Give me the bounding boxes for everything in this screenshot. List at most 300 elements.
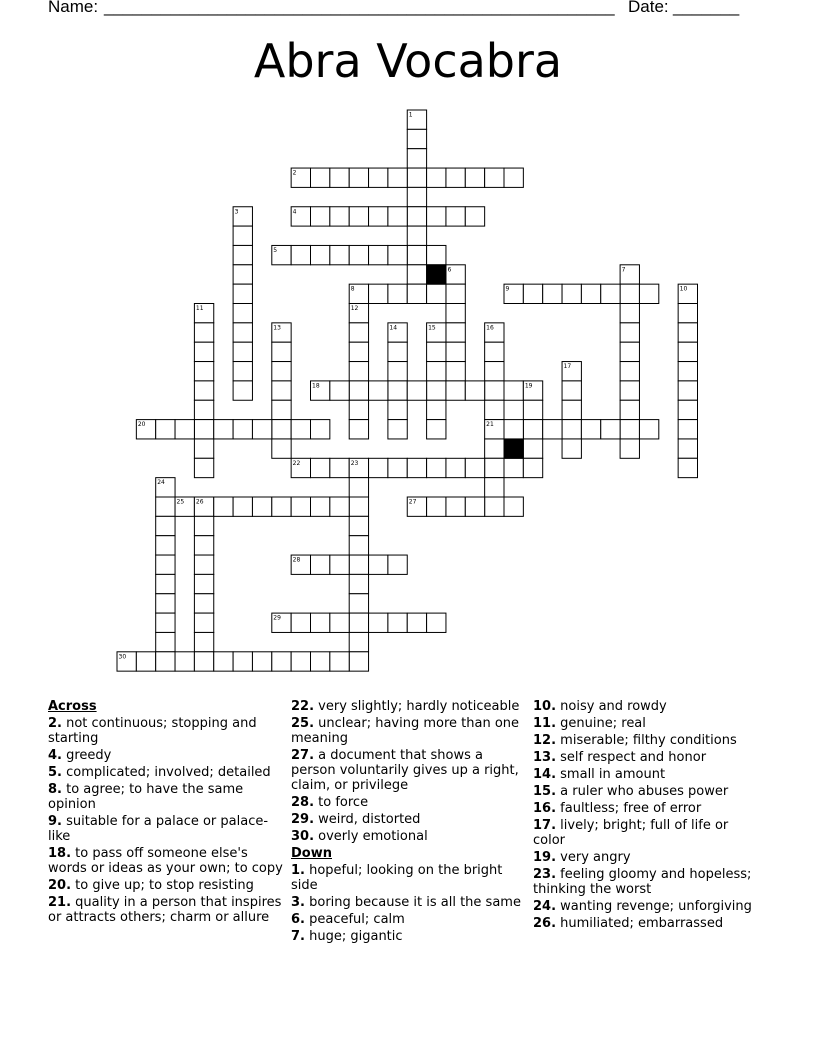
grid-cell[interactable] bbox=[388, 420, 407, 439]
grid-cell[interactable] bbox=[678, 304, 697, 323]
name-field[interactable]: ______________________________________________________ bbox=[104, 0, 615, 16]
down-heading: Down bbox=[291, 846, 332, 861]
grid-cell[interactable] bbox=[233, 362, 252, 381]
clue-16 bbox=[533, 801, 763, 816]
clue-text: a document that shows a person voluntarily gives up a right, claim, or privilege bbox=[291, 748, 519, 793]
grid-cell[interactable] bbox=[465, 207, 484, 226]
grid-cell[interactable] bbox=[330, 555, 349, 574]
grid-cell[interactable] bbox=[620, 420, 639, 439]
grid-cell[interactable] bbox=[369, 613, 388, 632]
clue-19 bbox=[533, 850, 763, 865]
grid-cell[interactable] bbox=[369, 284, 388, 303]
grid-cell[interactable] bbox=[678, 381, 697, 400]
grid-cell[interactable] bbox=[504, 381, 523, 400]
grid-cell[interactable] bbox=[427, 207, 446, 226]
cell-number-13: 13 bbox=[273, 324, 281, 332]
grid-cell[interactable] bbox=[620, 439, 639, 458]
grid-cell[interactable] bbox=[175, 420, 194, 439]
grid-cell[interactable] bbox=[311, 497, 330, 516]
clue-5 bbox=[48, 765, 286, 780]
clue-7 bbox=[291, 929, 523, 944]
grid-cell[interactable] bbox=[678, 342, 697, 361]
clue-29 bbox=[291, 812, 523, 827]
clue-3 bbox=[291, 895, 523, 910]
clue-text: overly emotional bbox=[314, 829, 428, 844]
clue-number: 21. bbox=[48, 895, 72, 910]
grid-cell[interactable] bbox=[407, 207, 426, 226]
clue-text: not continuous; stopping and starting bbox=[48, 716, 257, 746]
clue-number: 17. bbox=[533, 818, 557, 833]
grid-cell[interactable] bbox=[214, 497, 233, 516]
clue-number: 27. bbox=[291, 748, 315, 763]
grid-cell[interactable] bbox=[465, 497, 484, 516]
grid-cell[interactable] bbox=[407, 458, 426, 477]
grid-cell[interactable] bbox=[601, 284, 620, 303]
grid-cell[interactable] bbox=[639, 284, 658, 303]
clue-number: 18. bbox=[48, 846, 72, 861]
grid-cell[interactable] bbox=[562, 284, 581, 303]
grid-cell[interactable] bbox=[136, 652, 155, 671]
clue-number: 13. bbox=[533, 750, 557, 765]
clue-21 bbox=[48, 895, 286, 925]
grid-cell[interactable] bbox=[678, 400, 697, 419]
grid-cell[interactable] bbox=[311, 168, 330, 187]
grid-cell[interactable] bbox=[156, 594, 175, 613]
grid-cell[interactable] bbox=[233, 226, 252, 245]
cell-number-8: 8 bbox=[350, 285, 355, 293]
clue-number: 3. bbox=[291, 895, 305, 910]
grid-cell[interactable] bbox=[407, 245, 426, 264]
grid-cell[interactable] bbox=[678, 439, 697, 458]
cell-number-10: 10 bbox=[679, 285, 688, 293]
grid-cell[interactable] bbox=[369, 245, 388, 264]
grid-cell[interactable] bbox=[388, 613, 407, 632]
grid-cell[interactable] bbox=[446, 458, 465, 477]
clue-22 bbox=[291, 699, 523, 714]
grid-cell[interactable] bbox=[446, 362, 465, 381]
grid-cell[interactable] bbox=[543, 284, 562, 303]
clue-text: self respect and honor bbox=[556, 750, 707, 765]
cell-number-29: 29 bbox=[273, 614, 281, 622]
grid-cell[interactable] bbox=[427, 381, 446, 400]
grid-cell[interactable] bbox=[156, 652, 175, 671]
grid-cell[interactable] bbox=[407, 129, 426, 148]
grid-cell[interactable] bbox=[446, 323, 465, 342]
grid-cell[interactable] bbox=[523, 439, 542, 458]
grid-cell[interactable] bbox=[156, 613, 175, 632]
grid-cell[interactable] bbox=[369, 458, 388, 477]
clue-12 bbox=[533, 733, 763, 748]
clue-number: 7. bbox=[291, 929, 305, 944]
grid-cell[interactable] bbox=[427, 168, 446, 187]
clue-number: 14. bbox=[533, 767, 557, 782]
grid-cell[interactable] bbox=[194, 381, 213, 400]
grid-cell[interactable] bbox=[194, 632, 213, 651]
grid-cell[interactable] bbox=[581, 420, 600, 439]
grid-cell[interactable] bbox=[349, 574, 368, 593]
grid-cell[interactable] bbox=[349, 420, 368, 439]
clue-text: suitable for a palace or palace-like bbox=[48, 814, 269, 844]
grid-cell[interactable] bbox=[233, 497, 252, 516]
grid-cell[interactable] bbox=[272, 362, 291, 381]
grid-cell[interactable] bbox=[349, 342, 368, 361]
grid-cell[interactable] bbox=[194, 362, 213, 381]
grid-cell[interactable] bbox=[272, 381, 291, 400]
grid-cell[interactable] bbox=[407, 613, 426, 632]
grid-cell[interactable] bbox=[252, 652, 271, 671]
black-square bbox=[504, 439, 523, 458]
grid-cell[interactable] bbox=[523, 458, 542, 477]
grid-cell[interactable] bbox=[330, 497, 349, 516]
clue-14 bbox=[533, 767, 763, 782]
grid-cell[interactable] bbox=[427, 245, 446, 264]
grid-cell[interactable] bbox=[388, 245, 407, 264]
clue-number: 15. bbox=[533, 784, 557, 799]
clue-text: faultless; free of error bbox=[556, 801, 702, 816]
grid-cell[interactable] bbox=[233, 323, 252, 342]
grid-cell[interactable] bbox=[233, 265, 252, 284]
clue-text: quality in a person that inspires or attracts others; charm or allure bbox=[48, 895, 282, 925]
clue-number: 11. bbox=[533, 716, 557, 731]
grid-cell[interactable] bbox=[388, 342, 407, 361]
grid-cell[interactable] bbox=[194, 594, 213, 613]
grid-cell[interactable] bbox=[311, 245, 330, 264]
grid-cell[interactable] bbox=[678, 458, 697, 477]
grid-cell[interactable] bbox=[233, 381, 252, 400]
grid-cell[interactable] bbox=[620, 342, 639, 361]
grid-cell[interactable] bbox=[349, 168, 368, 187]
grid-cell[interactable] bbox=[388, 400, 407, 419]
clue-18 bbox=[48, 846, 286, 876]
clue-number: 2. bbox=[48, 716, 62, 731]
grid-cell[interactable] bbox=[349, 245, 368, 264]
grid-cell[interactable] bbox=[311, 207, 330, 226]
grid-cell[interactable] bbox=[349, 362, 368, 381]
grid-cell[interactable] bbox=[562, 400, 581, 419]
grid-cell[interactable] bbox=[407, 187, 426, 206]
cell-number-9: 9 bbox=[505, 285, 510, 293]
grid-cell[interactable] bbox=[369, 207, 388, 226]
grid-cell[interactable] bbox=[446, 497, 465, 516]
grid-cell[interactable] bbox=[330, 207, 349, 226]
grid-cell[interactable] bbox=[194, 439, 213, 458]
grid-cell[interactable] bbox=[388, 362, 407, 381]
cell-number-28: 28 bbox=[292, 556, 301, 564]
grid-cell[interactable] bbox=[349, 207, 368, 226]
clue-number: 10. bbox=[533, 699, 557, 714]
grid-cell[interactable] bbox=[272, 497, 291, 516]
clue-text: genuine; real bbox=[556, 716, 646, 731]
grid-cell[interactable] bbox=[485, 362, 504, 381]
grid-cell[interactable] bbox=[562, 420, 581, 439]
grid-cell[interactable] bbox=[485, 168, 504, 187]
clue-30 bbox=[291, 829, 523, 844]
grid-cell[interactable] bbox=[291, 652, 310, 671]
clue-text: peaceful; calm bbox=[304, 912, 405, 927]
grid-cell[interactable] bbox=[407, 284, 426, 303]
grid-cell[interactable] bbox=[407, 226, 426, 245]
grid-cell[interactable] bbox=[388, 555, 407, 574]
grid-cell[interactable] bbox=[369, 168, 388, 187]
grid-cell[interactable] bbox=[311, 613, 330, 632]
grid-cell[interactable] bbox=[388, 381, 407, 400]
grid-cell[interactable] bbox=[194, 555, 213, 574]
grid-cell[interactable] bbox=[349, 497, 368, 516]
cell-number-19: 19 bbox=[524, 382, 533, 390]
grid-cell[interactable] bbox=[427, 458, 446, 477]
clue-text: huge; gigantic bbox=[304, 929, 403, 944]
clue-number: 5. bbox=[48, 765, 62, 780]
grid-cell[interactable] bbox=[233, 652, 252, 671]
grid-cell[interactable] bbox=[620, 323, 639, 342]
clue-text: unclear; having more than one meaning bbox=[291, 716, 520, 746]
grid-cell[interactable] bbox=[427, 613, 446, 632]
grid-cell[interactable] bbox=[407, 149, 426, 168]
grid-cell[interactable] bbox=[349, 478, 368, 497]
grid-cell[interactable] bbox=[504, 458, 523, 477]
cell-number-20: 20 bbox=[137, 421, 146, 429]
grid-cell[interactable] bbox=[407, 168, 426, 187]
name-label: Name: bbox=[48, 0, 99, 16]
clue-text: to give up; to stop resisting bbox=[71, 878, 254, 893]
puzzle-title: Abra Vocabra bbox=[253, 34, 563, 88]
grid-cell[interactable] bbox=[330, 381, 349, 400]
grid-cell[interactable] bbox=[620, 381, 639, 400]
grid-cell[interactable] bbox=[233, 304, 252, 323]
clue-20 bbox=[48, 878, 286, 893]
clue-number: 8. bbox=[48, 782, 62, 797]
cell-number-12: 12 bbox=[350, 305, 359, 312]
grid-cell[interactable] bbox=[485, 342, 504, 361]
grid-cell[interactable] bbox=[233, 284, 252, 303]
grid-cell[interactable] bbox=[678, 362, 697, 381]
grid-cell[interactable] bbox=[349, 594, 368, 613]
grid-cell[interactable] bbox=[562, 439, 581, 458]
grid-cell[interactable] bbox=[388, 284, 407, 303]
grid-cell[interactable] bbox=[349, 381, 368, 400]
grid-cell[interactable] bbox=[272, 400, 291, 419]
grid-cell[interactable] bbox=[562, 381, 581, 400]
grid-cell[interactable] bbox=[349, 400, 368, 419]
grid-cell[interactable] bbox=[194, 458, 213, 477]
cell-number-17: 17 bbox=[563, 363, 572, 371]
grid-cell[interactable] bbox=[388, 168, 407, 187]
grid-cell[interactable] bbox=[349, 555, 368, 574]
grid-cell[interactable] bbox=[620, 304, 639, 323]
grid-cell[interactable] bbox=[311, 555, 330, 574]
grid-cell[interactable] bbox=[620, 284, 639, 303]
grid-cell[interactable] bbox=[446, 207, 465, 226]
grid-cell[interactable] bbox=[543, 420, 562, 439]
clue-text: noisy and rowdy bbox=[556, 699, 667, 714]
grid-cell[interactable] bbox=[446, 381, 465, 400]
grid-cell[interactable] bbox=[311, 420, 330, 439]
grid-cell[interactable] bbox=[194, 516, 213, 535]
grid-cell[interactable] bbox=[233, 245, 252, 264]
grid-cell[interactable] bbox=[156, 536, 175, 555]
clue-27 bbox=[291, 748, 523, 793]
grid-cell[interactable] bbox=[446, 168, 465, 187]
grid-cell[interactable] bbox=[639, 420, 658, 439]
clue-10 bbox=[533, 699, 763, 714]
grid-cell[interactable] bbox=[330, 168, 349, 187]
grid-cell[interactable] bbox=[194, 613, 213, 632]
grid-cell[interactable] bbox=[252, 497, 271, 516]
grid-cell[interactable] bbox=[349, 323, 368, 342]
clue-number: 25. bbox=[291, 716, 315, 731]
clue-text: wanting revenge; unforgiving bbox=[556, 899, 752, 914]
grid-cell[interactable] bbox=[194, 536, 213, 555]
grid-cell[interactable] bbox=[156, 574, 175, 593]
grid-cell[interactable] bbox=[678, 323, 697, 342]
grid-cell[interactable] bbox=[427, 342, 446, 361]
grid-cell[interactable] bbox=[330, 245, 349, 264]
grid-cell[interactable] bbox=[465, 458, 484, 477]
clue-text: hopeful; looking on the bright side bbox=[291, 863, 503, 893]
grid-cell[interactable] bbox=[465, 381, 484, 400]
grid-cell[interactable] bbox=[349, 613, 368, 632]
grid-cell[interactable] bbox=[349, 536, 368, 555]
grid-cell[interactable] bbox=[272, 439, 291, 458]
cell-number-15: 15 bbox=[428, 324, 436, 332]
grid-cell[interactable] bbox=[407, 265, 426, 284]
cell-number-21: 21 bbox=[486, 421, 494, 429]
grid-cell[interactable] bbox=[446, 304, 465, 323]
cell-number-23: 23 bbox=[350, 459, 359, 467]
grid-cell[interactable] bbox=[330, 652, 349, 671]
cell-number-30: 30 bbox=[118, 653, 127, 661]
grid-cell[interactable] bbox=[175, 652, 194, 671]
clue-text: feeling gloomy and hopeless; thinking the worst bbox=[533, 867, 752, 897]
grid-cell[interactable] bbox=[427, 420, 446, 439]
cell-number-1: 1 bbox=[408, 111, 413, 119]
grid-cell[interactable] bbox=[369, 555, 388, 574]
clue-24 bbox=[533, 899, 763, 914]
grid-cell[interactable] bbox=[311, 652, 330, 671]
cell-number-4: 4 bbox=[292, 208, 297, 216]
grid-cell[interactable] bbox=[427, 400, 446, 419]
grid-cell[interactable] bbox=[272, 652, 291, 671]
grid-cell[interactable] bbox=[446, 284, 465, 303]
cell-number-26: 26 bbox=[195, 498, 204, 506]
clue-28 bbox=[291, 795, 523, 810]
grid-cell[interactable] bbox=[194, 400, 213, 419]
grid-cell[interactable] bbox=[233, 342, 252, 361]
grid-cell[interactable] bbox=[272, 342, 291, 361]
grid-cell[interactable] bbox=[194, 342, 213, 361]
grid-cell[interactable] bbox=[485, 458, 504, 477]
grid-cell[interactable] bbox=[369, 381, 388, 400]
grid-cell[interactable] bbox=[581, 284, 600, 303]
clue-25 bbox=[291, 716, 523, 746]
clue-text: to force bbox=[314, 795, 369, 810]
grid-cell[interactable] bbox=[194, 574, 213, 593]
clue-number: 4. bbox=[48, 748, 62, 763]
grid-cell[interactable] bbox=[485, 497, 504, 516]
grid-cell[interactable] bbox=[156, 516, 175, 535]
grid-cell[interactable] bbox=[156, 555, 175, 574]
grid-cell[interactable] bbox=[504, 497, 523, 516]
cell-number-14: 14 bbox=[389, 324, 398, 332]
grid-cell[interactable] bbox=[465, 168, 484, 187]
grid-cell[interactable] bbox=[427, 497, 446, 516]
grid-cell[interactable] bbox=[214, 420, 233, 439]
clue-text: boring because it is all the same bbox=[304, 895, 521, 910]
grid-cell[interactable] bbox=[252, 420, 271, 439]
cell-number-18: 18 bbox=[312, 382, 320, 390]
grid-cell[interactable] bbox=[620, 400, 639, 419]
grid-cell[interactable] bbox=[330, 458, 349, 477]
grid-cell[interactable] bbox=[504, 168, 523, 187]
clues-column-2 bbox=[291, 699, 523, 946]
grid-cell[interactable] bbox=[427, 362, 446, 381]
grid-cell[interactable] bbox=[349, 632, 368, 651]
clue-number: 23. bbox=[533, 867, 557, 882]
grid-cell[interactable] bbox=[214, 652, 233, 671]
grid-cell[interactable] bbox=[427, 284, 446, 303]
grid-cell[interactable] bbox=[446, 342, 465, 361]
cell-number-7: 7 bbox=[621, 266, 626, 274]
grid-cell[interactable] bbox=[272, 420, 291, 439]
grid-cell[interactable] bbox=[291, 420, 310, 439]
grid-cell[interactable] bbox=[194, 420, 213, 439]
grid-cell[interactable] bbox=[407, 381, 426, 400]
grid-cell[interactable] bbox=[311, 458, 330, 477]
clue-number: 20. bbox=[48, 878, 72, 893]
clue-text: small in amount bbox=[556, 767, 666, 782]
grid-cell[interactable] bbox=[485, 381, 504, 400]
grid-cell[interactable] bbox=[330, 613, 349, 632]
date-field[interactable]: _______ bbox=[673, 0, 740, 16]
cell-number-3: 3 bbox=[234, 208, 239, 216]
cell-number-6: 6 bbox=[447, 266, 452, 274]
grid-cell[interactable] bbox=[291, 245, 310, 264]
grid-cell[interactable] bbox=[291, 497, 310, 516]
clue-text: humiliated; embarrassed bbox=[556, 916, 724, 931]
grid-cell[interactable] bbox=[485, 400, 504, 419]
clue-number: 6. bbox=[291, 912, 305, 927]
grid-cell[interactable] bbox=[194, 323, 213, 342]
grid-cell[interactable] bbox=[485, 478, 504, 497]
cell-number-22: 22 bbox=[292, 459, 301, 467]
grid-cell[interactable] bbox=[349, 516, 368, 535]
grid-cell[interactable] bbox=[156, 497, 175, 516]
clue-26 bbox=[533, 916, 763, 931]
grid-cell[interactable] bbox=[388, 207, 407, 226]
grid-cell[interactable] bbox=[523, 420, 542, 439]
grid-cell[interactable] bbox=[156, 420, 175, 439]
clue-text: greedy bbox=[61, 748, 112, 763]
cell-number-5: 5 bbox=[273, 246, 278, 254]
clue-number: 29. bbox=[291, 812, 315, 827]
grid-cell[interactable] bbox=[156, 632, 175, 651]
grid-cell[interactable] bbox=[485, 439, 504, 458]
grid-cell[interactable] bbox=[233, 420, 252, 439]
clue-number: 19. bbox=[533, 850, 557, 865]
grid-cell[interactable] bbox=[349, 652, 368, 671]
grid-cell[interactable] bbox=[601, 420, 620, 439]
grid-cell[interactable] bbox=[523, 284, 542, 303]
grid-cell[interactable] bbox=[523, 400, 542, 419]
cell-number-16: 16 bbox=[486, 324, 494, 332]
grid-cell[interactable] bbox=[678, 420, 697, 439]
grid-cell[interactable] bbox=[504, 420, 523, 439]
grid-cell[interactable] bbox=[388, 458, 407, 477]
clue-number: 26. bbox=[533, 916, 557, 931]
grid-cell[interactable] bbox=[620, 362, 639, 381]
grid-cell[interactable] bbox=[291, 613, 310, 632]
grid-cell[interactable] bbox=[194, 652, 213, 671]
